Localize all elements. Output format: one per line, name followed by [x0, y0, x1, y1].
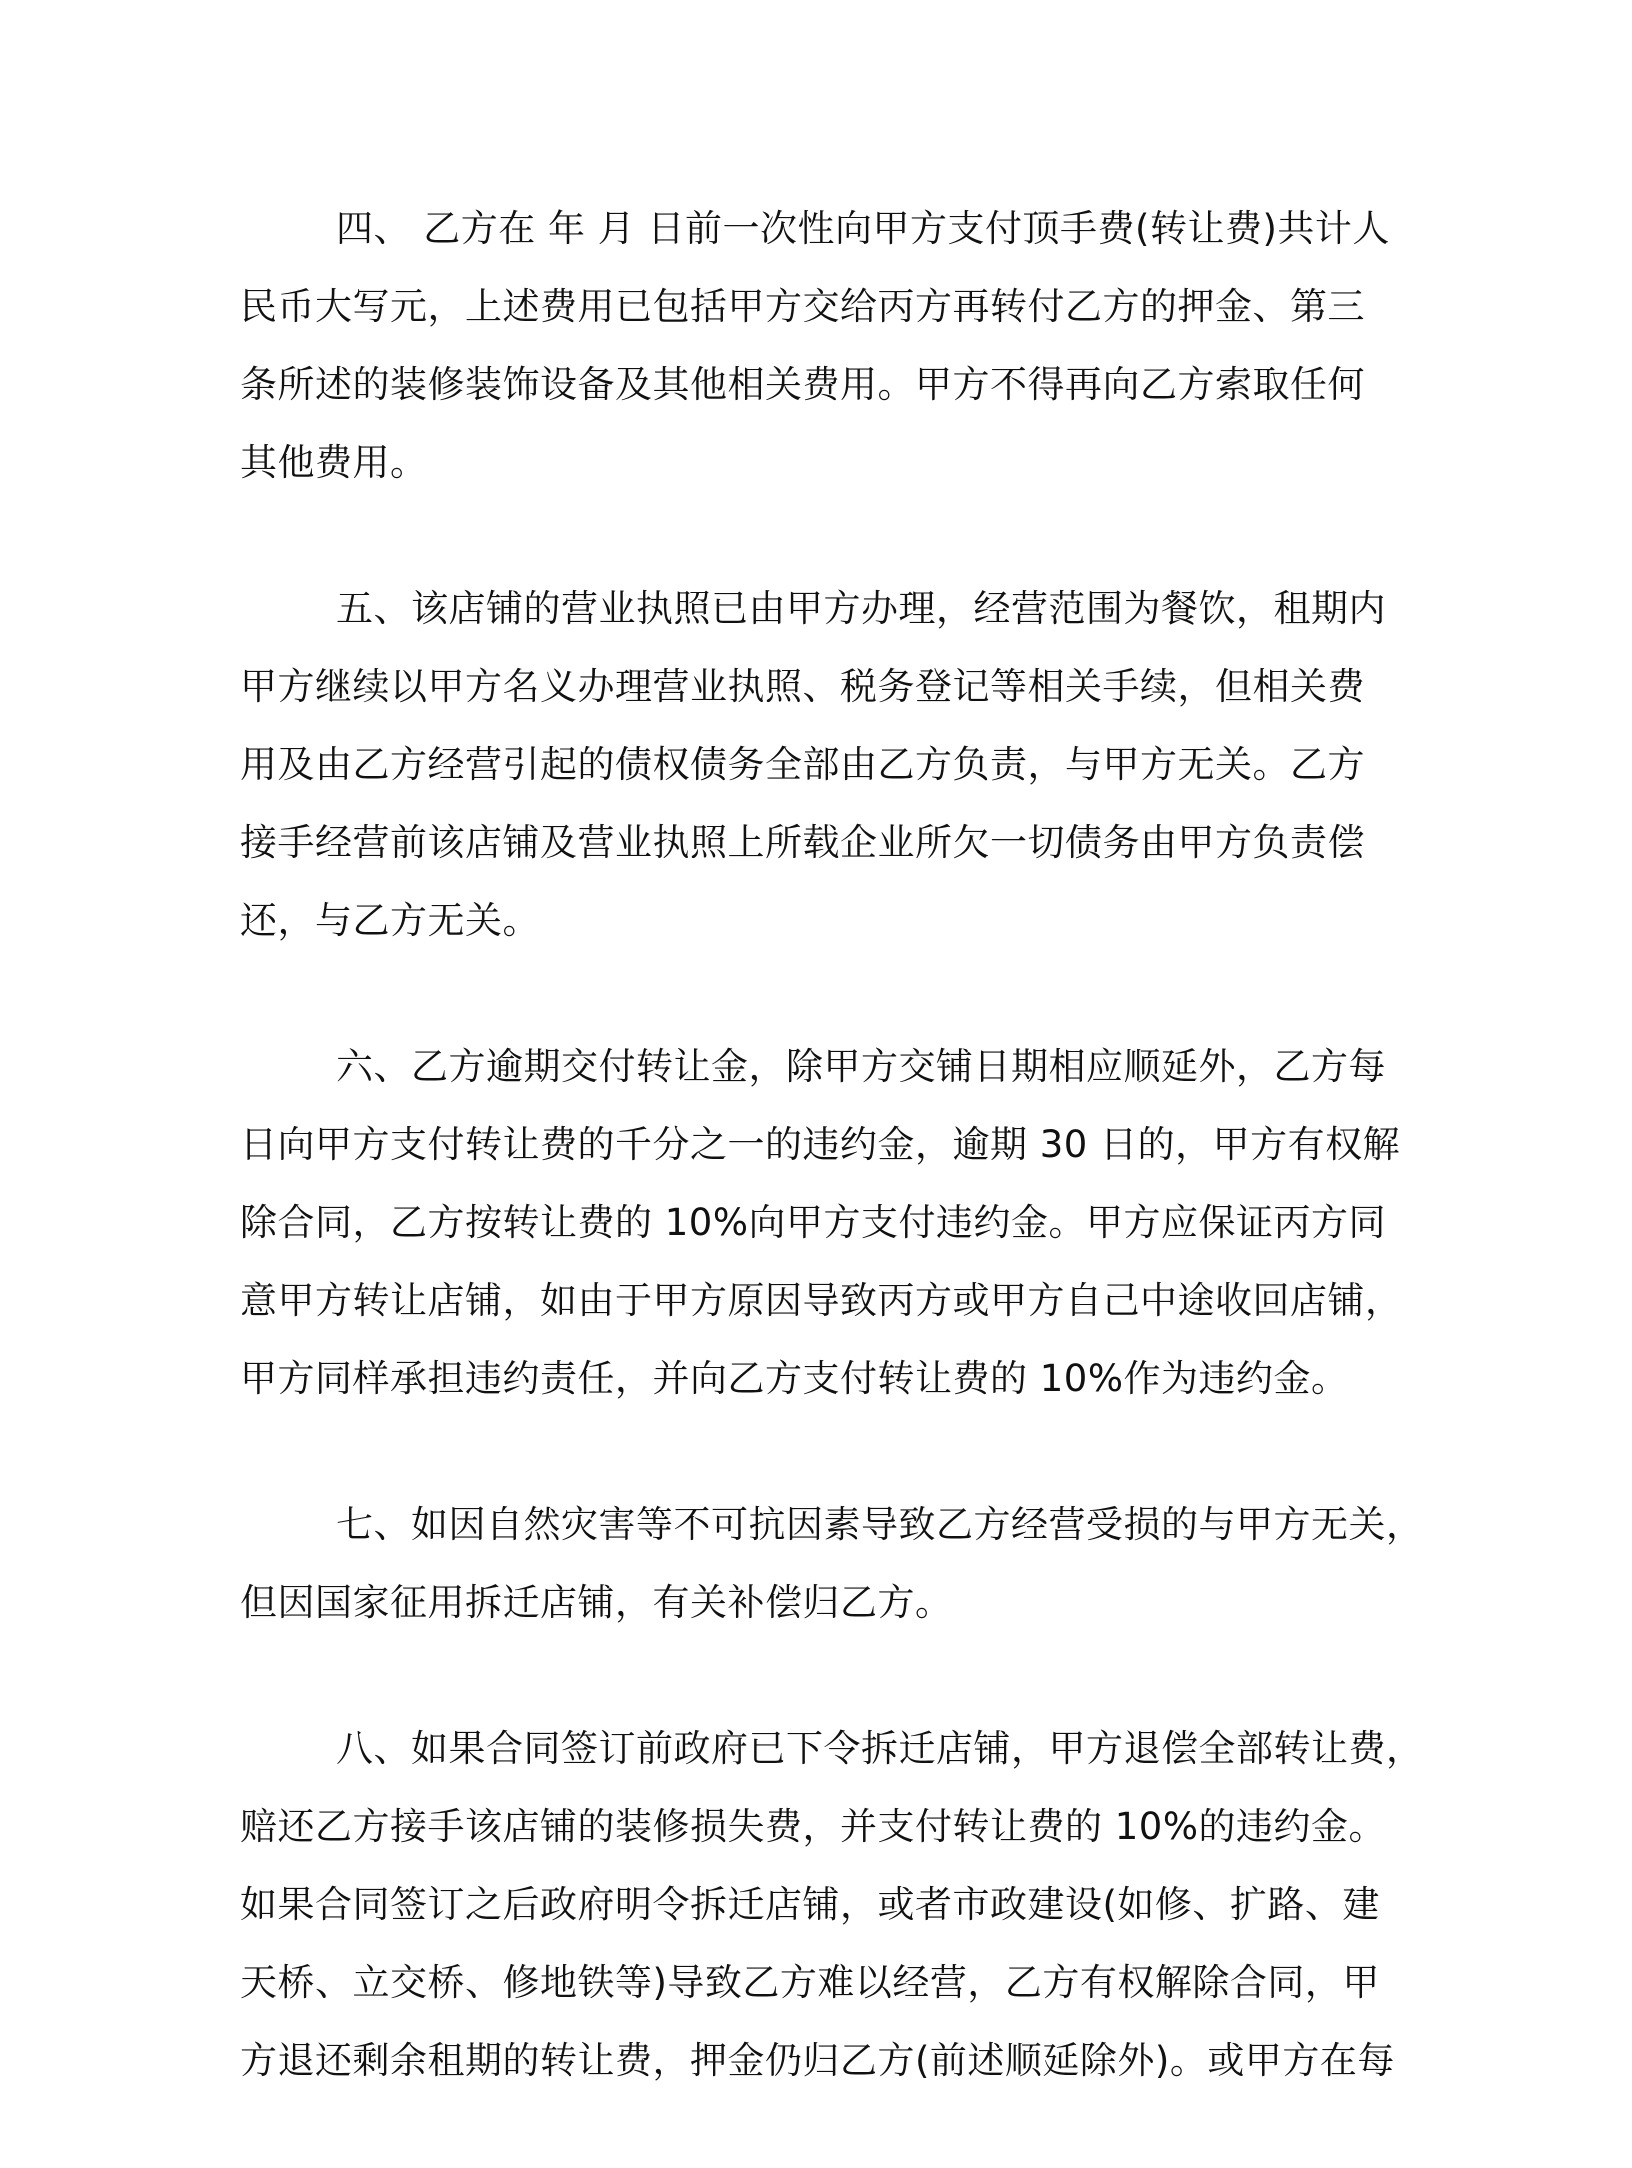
text-line: 天桥、立交桥、修地铁等)导致乙方难以经营，乙方有权解除合同，甲 — [240, 1961, 1380, 2004]
text-line: 但因国家征用拆迁店铺，有关补偿归乙方。 — [240, 1581, 953, 1624]
clause-6 — [240, 1028, 1420, 1418]
text-line: 四、 乙方在 年 月 日前一次性向甲方支付顶手费(转让费)共计人 — [336, 207, 1390, 250]
text-line: 如果合同签订之后政府明令拆迁店铺，或者市政建设(如修、扩路、建 — [240, 1883, 1380, 1926]
text-line: 六、乙方逾期交付转让金，除甲方交铺日期相应顺延外，乙方每 — [336, 1045, 1386, 1088]
text-line: 还，与乙方无关。 — [240, 899, 540, 942]
text-line: 除合同，乙方按转让费的 10%向甲方支付违约金。甲方应保证丙方同 — [240, 1201, 1386, 1244]
text-line: 五、该店铺的营业执照已由甲方办理，经营范围为餐饮，租期内 — [336, 587, 1386, 630]
text-line: 日向甲方支付转让费的千分之一的违约金，逾期 30 日的，甲方有权解 — [240, 1123, 1401, 1166]
text-line: 甲方继续以甲方名义办理营业执照、税务登记等相关手续，但相关费 — [240, 665, 1365, 708]
text-line: 接手经营前该店铺及营业执照上所载企业所欠一切债务由甲方负责偿 — [240, 821, 1365, 864]
text-line: 赔还乙方接手该店铺的装修损失费，并支付转让费的 10%的违约金。 — [240, 1805, 1386, 1848]
clause-7 — [240, 1486, 1424, 1642]
clause-8 — [240, 1710, 1424, 2100]
text-line: 意甲方转让店铺，如由于甲方原因导致丙方或甲方自己中途收回店铺， — [240, 1279, 1403, 1322]
clause-5 — [240, 570, 1420, 960]
text-line: 方退还剩余租期的转让费，押金仍归乙方(前述顺延除外)。或甲方在每 — [240, 2039, 1395, 2082]
text-line: 甲方同样承担违约责任，并向乙方支付转让费的 10%作为违约金。 — [240, 1357, 1349, 1400]
text-line: 七、如因自然灾害等不可抗因素导致乙方经营受损的与甲方无关， — [336, 1503, 1424, 1546]
text-line: 民币大写元，上述费用已包括甲方交给丙方再转付乙方的押金、第三 — [240, 285, 1365, 328]
text-line: 用及由乙方经营引起的债权债务全部由乙方负责，与甲方无关。乙方 — [240, 743, 1365, 786]
text-line: 其他费用。 — [240, 441, 428, 484]
clause-4 — [240, 190, 1420, 502]
text-line: 八、如果合同签订前政府已下令拆迁店铺，甲方退偿全部转让费， — [336, 1727, 1424, 1770]
document-body — [240, 190, 1424, 2168]
text-line: 条所述的装修装饰设备及其他相关费用。甲方不得再向乙方索取任何 — [240, 363, 1365, 406]
